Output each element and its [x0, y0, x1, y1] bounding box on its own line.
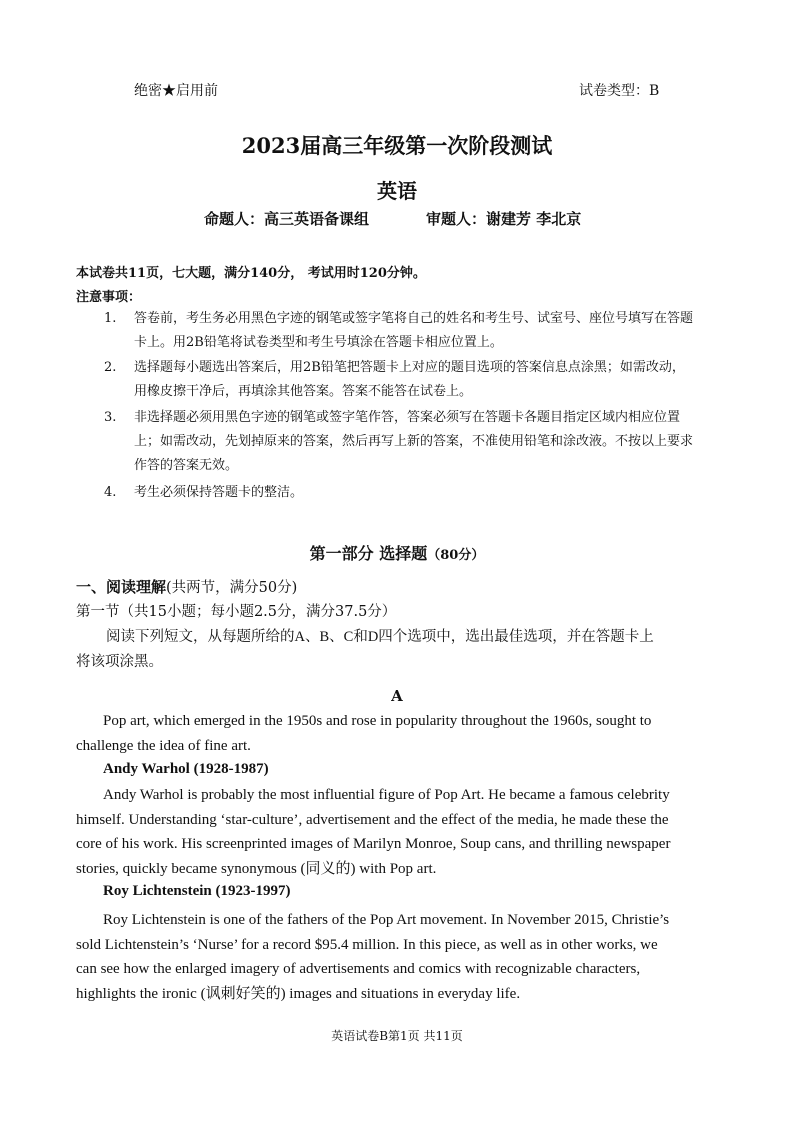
note-text — [134, 356, 720, 404]
subsection1-title: 第一节（共15小题；每小题2.5分，满分37.5分） — [76, 604, 397, 620]
passage-line: challenge the idea of fine art. — [76, 737, 251, 754]
part1-score: （80分） — [427, 548, 485, 563]
passage-letter: A — [391, 687, 403, 705]
proposer: 命题人：高三英语备课组 — [204, 210, 370, 228]
passage-line: stories, quickly became synonymous (同义的) with Pop art. — [76, 860, 437, 877]
note-line: 非选择题必须用黑色字迹的钢笔或签字笔作答，答案必须写在答题卡各题目指定区域内相应位置 — [134, 410, 681, 425]
note-line: 作答的答案无效。 — [134, 458, 239, 473]
notes-heading: 注意事项： — [76, 290, 142, 305]
note-number: 2. — [104, 360, 117, 375]
exam-title: 2023届高三年级第一次阶段测试 — [241, 133, 553, 158]
note-text — [134, 481, 720, 505]
instructions-line: 将该项涂黑。 — [76, 653, 163, 670]
section1-row — [76, 576, 297, 597]
confidential-label: 绝密★启用前 — [134, 83, 218, 99]
exam-type-label: 试卷类型：B — [579, 83, 660, 99]
note-line: 卡上。用2B铅笔将试卷类型和考生号填涂在答题卡相应位置上。 — [134, 335, 503, 350]
passage-line: Pop art, which emerged in the 1950s and rose in popularity throughout the 1960s, sought to — [103, 713, 652, 729]
note-line: 上；如需改动，先划掉原来的答案，然后再写上新的答案，不准使用铅笔和涂改液。不按以上要求 — [134, 434, 694, 449]
passage-line: can see how the enlarged imagery of advertisements and comics with recognizable characters, — [76, 961, 641, 977]
note-number: 1. — [104, 311, 117, 326]
part1-heading: 第一部分 选择题 — [309, 544, 428, 563]
artist2-heading: Roy Lichtenstein (1923-1997) — [103, 883, 291, 899]
page-footer: 英语试卷B第1页 共11页 — [331, 1029, 463, 1043]
note-number: 4. — [104, 485, 117, 500]
passage-line: Andy Warhol is probably the most influential figure of Pop Art. He became a famous celebrity — [103, 787, 670, 803]
part1-heading-row — [0, 541, 794, 564]
note-text — [134, 406, 720, 478]
note-text — [134, 307, 720, 355]
artist2-text — [76, 908, 720, 1006]
passage-line: highlights the ironic (讽刺好笑的) images and situations in everyday life. — [76, 985, 521, 1002]
note-line: 用橡皮擦干净后，再填涂其他答案。答案不能答在试卷上。 — [134, 384, 473, 399]
artist1-heading: Andy Warhol (1928-1987) — [103, 761, 269, 777]
section1-note: (共两节，满分50分) — [166, 580, 298, 596]
passage-line: himself. Understanding ‘star-culture’, advertisement and the effect of the media, he made these the — [76, 811, 669, 828]
section1-title: 一、阅读理解 — [76, 578, 167, 596]
passage-line: sold Lichtenstein’s ‘Nurse’ for a record $95.4 million. In this piece, as well as in other works, we — [76, 936, 658, 953]
instructions — [76, 625, 720, 674]
passage-line: Roy Lichtenstein is one of the fathers of the Pop Art movement. In November 2015, Christie’s — [103, 912, 670, 928]
artist1-text — [76, 783, 720, 881]
exam-info: 本试卷共11页，七大题，满分140分， 考试用时120分钟。 — [76, 266, 426, 281]
passage-line: core of his work. His screenprinted images of Marilyn Monroe, Soup cans, and thrilling newspaper — [76, 836, 671, 852]
reviewer: 审题人：谢建芳 李北京 — [426, 210, 582, 228]
passage-intro — [76, 709, 720, 758]
note-line: 选择题每小题选出答案后，用2B铅笔把答题卡上对应的题目选项的答案信息点涂黑；如需改动， — [134, 360, 685, 375]
note-line: 考生必须保持答题卡的整洁。 — [134, 485, 304, 500]
instructions-line: 阅读下列短文，从每题所给的A、B、C和D四个选项中，选出最佳选项，并在答题卡上 — [106, 629, 654, 645]
subject-title: 英语 — [377, 179, 417, 203]
note-line: 答卷前，考生务必用黑色字迹的钢笔或签字笔将自己的姓名和考生号、试室号、座位号填写在答题 — [134, 311, 694, 326]
note-number: 3. — [104, 410, 117, 425]
